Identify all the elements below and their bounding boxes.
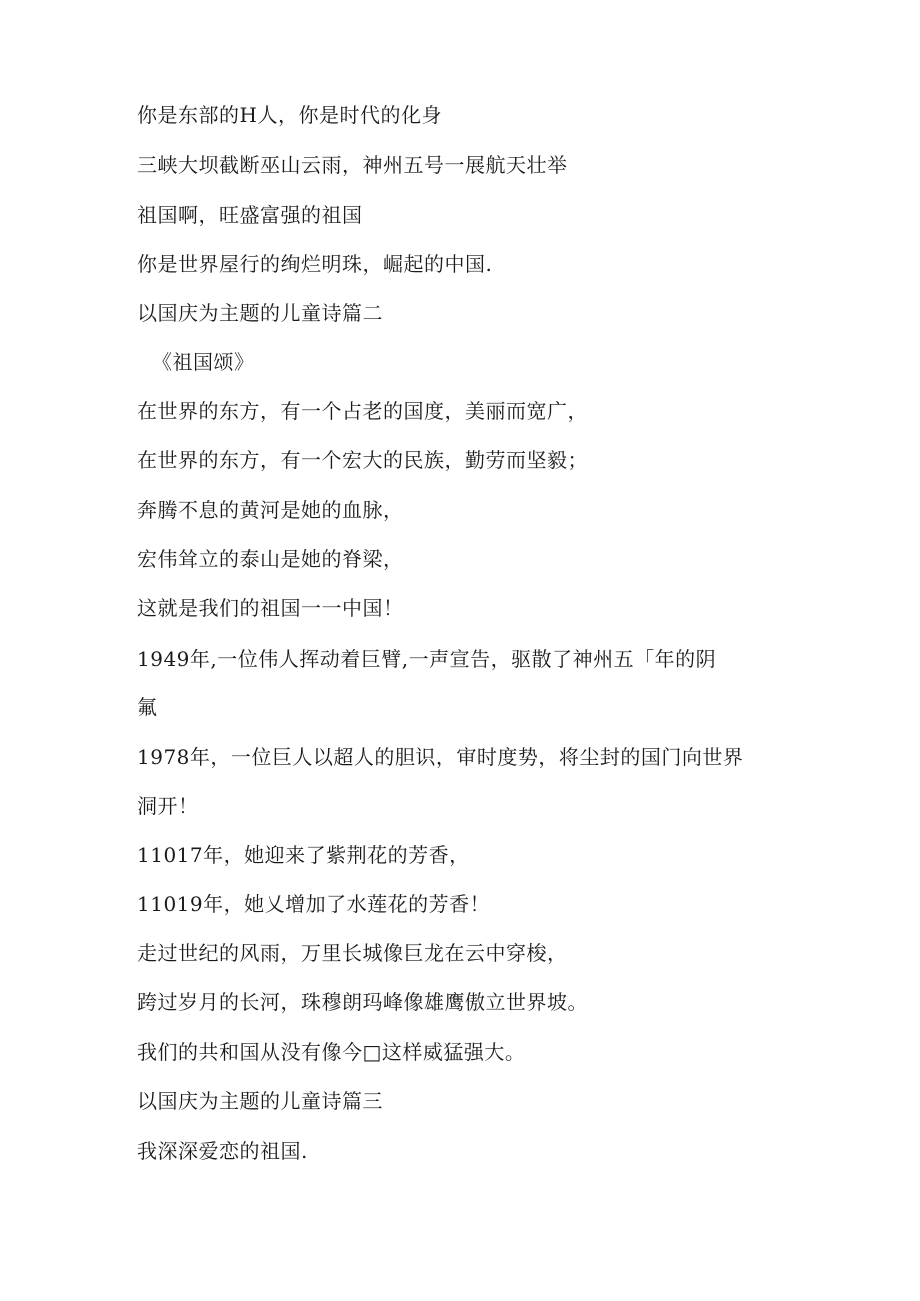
text-line: 三峡大坝截断巫山云雨，神州五号一展航天壮举 (137, 153, 568, 177)
text-line: 跨过岁月的长河，珠穆朗玛峰像雄鹰傲立世界坡。 (137, 990, 588, 1014)
section-heading: 以国庆为主题的儿童诗篇二 (137, 301, 383, 325)
text-line: 祖国啊，旺盛富强的祖国 (137, 203, 363, 227)
text-line: 在世界的东方，有一个宏大的民族，勤劳而坚毅； (137, 448, 588, 472)
text-line: 这就是我们的祖国一一中国！ (137, 596, 404, 620)
text-line: 你是世界屋行的绚烂明珠，崛起的中国. (137, 252, 493, 276)
text-line: 11019年，她乂增加了水莲花的芳香！ (137, 892, 491, 916)
text-line: 你是东部的H人，你是时代的化身 (137, 103, 442, 127)
text-line: 在世界的东方，有一个占老的国度，美丽而宽广， (137, 399, 588, 423)
text-line: 氟 (137, 695, 158, 719)
section-heading: 以国庆为主题的儿童诗篇三 (137, 1089, 383, 1113)
text-line: 1949年,一位伟人挥动着巨臂,一声宣告，驱散了神州五「年的阴 (137, 647, 717, 671)
text-line: 奔腾不息的黄河是她的血脉， (137, 498, 404, 522)
text-line: 洞开！ (137, 794, 199, 818)
text-line: 宏伟耸立的泰山是她的脊梁， (137, 547, 404, 571)
text-line: 1978年，一位巨人以超人的胆识，审时度势，将尘封的国门向世界 (137, 745, 744, 769)
text-line: 我深深爱恋的祖国. (137, 1139, 308, 1163)
text-line: 走过世纪的风雨，万里长城像巨龙在云中穿梭， (137, 941, 568, 965)
text-line: 我们的共和国从没有像今□这样威猛强大。 (137, 1040, 526, 1064)
poem-title: 《祖国颂》 (152, 350, 255, 374)
text-line: 11017年，她迎来了紫荆花的芳香， (137, 843, 470, 867)
